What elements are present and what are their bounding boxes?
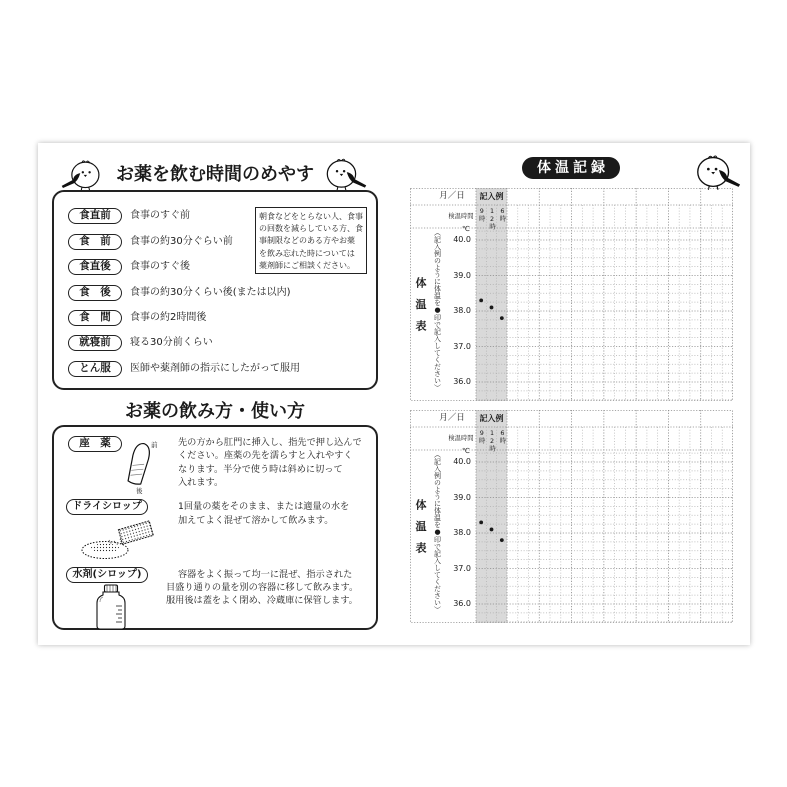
- tick-label: 36.0: [453, 377, 471, 386]
- date-header: 月／日: [439, 191, 465, 201]
- timing-description: 寝る30分前くらい: [130, 337, 213, 348]
- timing-label: 食 間: [68, 310, 122, 326]
- text-line: 服用後は蓋をよく閉め、冷蔵庫に保管します。: [166, 595, 358, 606]
- example-point: [490, 528, 494, 532]
- tick-label: 39.0: [453, 270, 471, 280]
- example-point: [479, 298, 483, 302]
- timing-title: お薬を飲む時間のめやす: [116, 164, 314, 185]
- note-line: 事制限などのある方やお薬: [259, 236, 355, 246]
- timing-label: 食 後: [68, 285, 122, 301]
- time-label: 6時: [498, 207, 507, 222]
- chart-instruction: （記入例のように体温を●印で記入してください）: [433, 451, 442, 613]
- timing-row: [68, 335, 368, 351]
- note-line: 朝食などをとらない人、食事: [259, 212, 363, 221]
- suppository-back-label: 後: [136, 487, 143, 495]
- time-label: 12時: [488, 429, 497, 452]
- chart-side-label: 体温表: [414, 499, 427, 564]
- tick-label: 40.0: [453, 235, 471, 244]
- time-label: 12時: [488, 207, 497, 230]
- suppository-label: 座 薬: [68, 436, 122, 452]
- example-point: [490, 306, 494, 310]
- tick-label: 38.0: [453, 306, 471, 315]
- text-line: なります。半分で使う時は斜めに切って: [178, 463, 343, 475]
- tick-label: 40.0: [453, 457, 471, 466]
- unit-label: ℃: [462, 447, 470, 455]
- text-line: 先の方から肛門に挿入し、指先で押し込んで: [178, 437, 362, 448]
- suppository-icon: [124, 437, 162, 495]
- usage-title: お薬の飲み方・使い方: [125, 401, 305, 422]
- dry-syrup-label: ドライシロップ: [66, 499, 148, 515]
- timing-row: [68, 310, 368, 326]
- tick-label: 39.0: [453, 492, 471, 502]
- note-line: を飲み忘れた時については: [259, 248, 355, 258]
- timing-description: 食事の約2時間後: [130, 312, 207, 323]
- timing-description: 食事のすぐ後: [130, 261, 190, 272]
- temperature-record-title: 体温記録: [522, 157, 620, 179]
- text-line: 容器をよく振って均一に混ぜ、指示された: [178, 569, 353, 580]
- time-header: 検温時間: [448, 435, 474, 442]
- liquid-syrup-description: [166, 568, 358, 607]
- timing-description: 食事の約30分くらい後(または以内): [130, 287, 291, 298]
- suppository-front-label: 前: [151, 441, 158, 449]
- example-point: [479, 520, 483, 524]
- dry-syrup-icon: [78, 519, 158, 563]
- text-line: 加えてよく混ぜて溶かして飲みます。: [178, 515, 334, 526]
- tick-label: 37.0: [453, 563, 471, 573]
- example-point: [500, 316, 504, 320]
- text-line: ください。座薬の先を濡らすと入れやすく: [178, 450, 353, 462]
- date-header: 月／日: [439, 413, 465, 423]
- timing-description: 食事のすぐ前: [130, 210, 190, 221]
- example-point: [500, 538, 504, 542]
- suppository-description: [178, 436, 362, 489]
- text-line: 目盛り通りの量を別の容器に移して飲みます。: [166, 582, 359, 593]
- unit-label: ℃: [462, 225, 470, 233]
- temperature-chart-2: [410, 410, 733, 623]
- note-line: の回数を減らしている方、食: [259, 224, 363, 234]
- time-label: 9時: [477, 429, 486, 444]
- text-line: 入れます。: [178, 476, 224, 488]
- timing-note: [255, 207, 367, 274]
- timing-label: 食直後: [68, 259, 122, 275]
- timing-row: [68, 285, 368, 301]
- timing-row: [68, 361, 368, 377]
- chart-instruction: （記入例のように体温を●印で記入してください）: [433, 229, 442, 391]
- chart-side-label: 体温表: [414, 277, 427, 342]
- note-line: 薬剤師にご相談ください。: [259, 260, 355, 270]
- timing-description: 食事の約30分ぐらい前: [130, 236, 233, 247]
- time-header: 検温時間: [448, 213, 474, 220]
- tick-label: 36.0: [453, 599, 471, 608]
- text-line: 1回量の薬をそのまま、または適量の水を: [178, 501, 350, 512]
- dry-syrup-description: [178, 500, 349, 528]
- example-header: 記入例: [479, 192, 504, 201]
- timing-label: 食直前: [68, 208, 122, 224]
- liquid-syrup-label: 水剤(シロップ): [66, 567, 148, 583]
- time-label: 9時: [477, 207, 486, 222]
- timing-label: 食 前: [68, 234, 122, 250]
- tick-label: 37.0: [453, 341, 471, 351]
- tick-label: 38.0: [453, 528, 471, 537]
- time-label: 6時: [498, 429, 507, 444]
- bird-icon: [60, 154, 104, 194]
- timing-label: 就寝前: [68, 335, 122, 351]
- timing-description: 医師や薬剤師の指示にしたがって服用: [130, 363, 300, 374]
- temperature-chart-1: [410, 188, 733, 401]
- bird-icon: [322, 153, 368, 193]
- example-header: 記入例: [479, 414, 504, 423]
- timing-label: とん服: [68, 361, 122, 377]
- syrup-bottle-icon: [94, 584, 128, 630]
